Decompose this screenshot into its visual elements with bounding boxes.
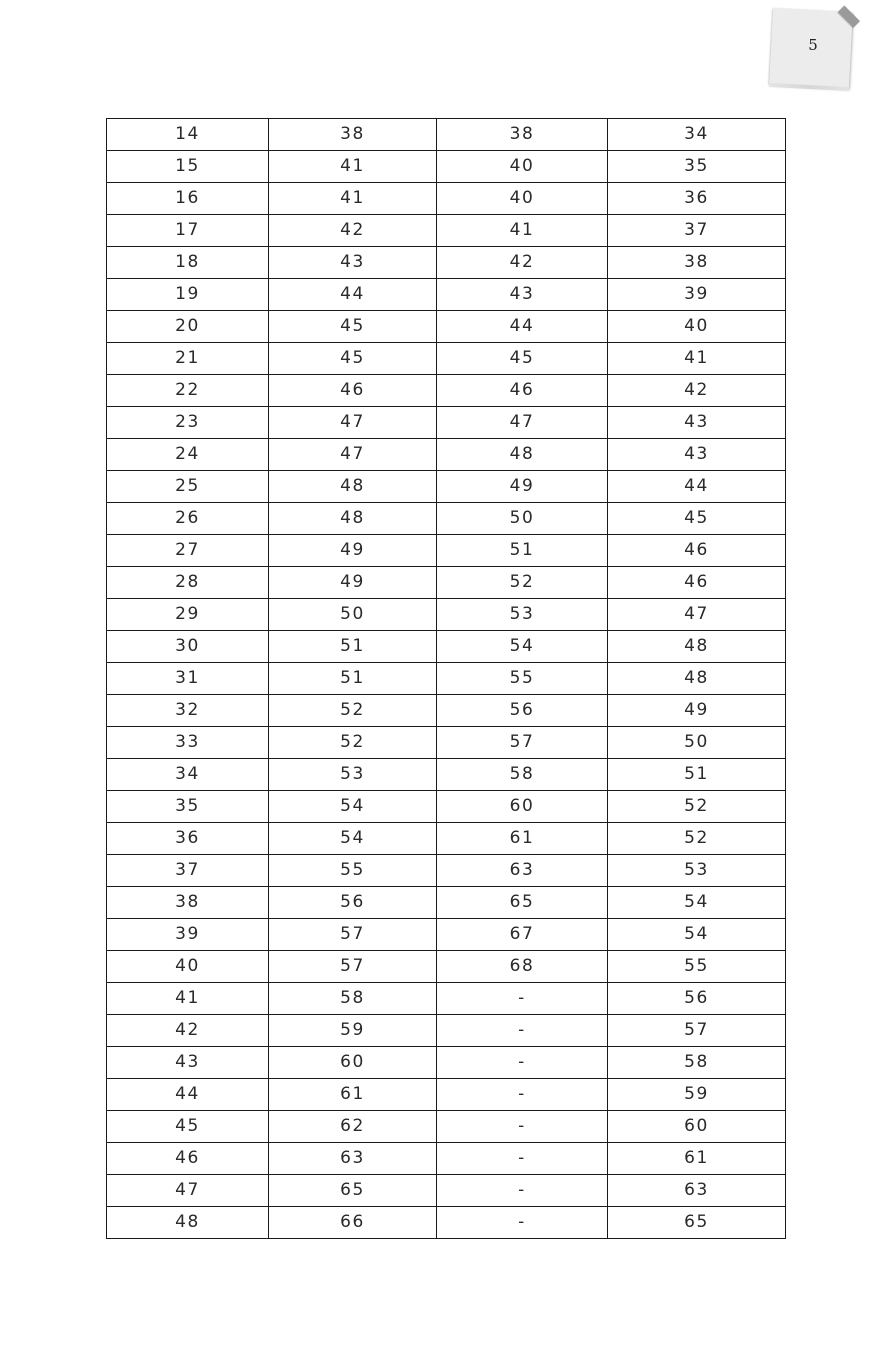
table-row xyxy=(107,759,786,791)
table-cell-col-3: 67 xyxy=(437,919,608,951)
table-cell-col-2: 48 xyxy=(269,503,437,535)
table-cell-col-2: 52 xyxy=(269,695,437,727)
table-cell-col-1: 22 xyxy=(107,375,269,407)
table-cell-col-3: 51 xyxy=(437,535,608,567)
table-row xyxy=(107,727,786,759)
table-cell-col-1: 47 xyxy=(107,1175,269,1207)
table-cell-col-1: 15 xyxy=(107,151,269,183)
table-row xyxy=(107,503,786,535)
page-number: 5 xyxy=(808,36,818,54)
table-cell-col-3: 53 xyxy=(437,599,608,631)
table-cell-col-2: 62 xyxy=(269,1111,437,1143)
table-cell-col-4: 42 xyxy=(608,375,786,407)
table-cell-col-2: 65 xyxy=(269,1175,437,1207)
table-cell-col-2: 66 xyxy=(269,1207,437,1239)
table-cell-col-2: 43 xyxy=(269,247,437,279)
table-cell-col-3: 45 xyxy=(437,343,608,375)
table-cell-col-4: 38 xyxy=(608,247,786,279)
table-cell-col-1: 45 xyxy=(107,1111,269,1143)
table-cell-col-1: 41 xyxy=(107,983,269,1015)
table-row xyxy=(107,279,786,311)
table-row xyxy=(107,343,786,375)
watermark: ​ xyxy=(330,680,345,691)
table-cell-col-1: 24 xyxy=(107,439,269,471)
table-cell-col-3: - xyxy=(437,1111,608,1143)
table-cell-col-3: 46 xyxy=(437,375,608,407)
table-cell-col-2: 51 xyxy=(269,631,437,663)
table-cell-col-2: 57 xyxy=(269,919,437,951)
table-cell-col-4: 48 xyxy=(608,631,786,663)
table-cell-col-4: 41 xyxy=(608,343,786,375)
table-cell-col-4: 39 xyxy=(608,279,786,311)
table-cell-col-4: 44 xyxy=(608,471,786,503)
table-cell-col-2: 42 xyxy=(269,215,437,247)
table-cell-col-4: 34 xyxy=(608,119,786,151)
table-row xyxy=(107,1079,786,1111)
table-cell-col-2: 63 xyxy=(269,1143,437,1175)
table-cell-col-1: 44 xyxy=(107,1079,269,1111)
table-cell-col-3: 41 xyxy=(437,215,608,247)
table-cell-col-4: 61 xyxy=(608,1143,786,1175)
table-cell-col-4: 48 xyxy=(608,663,786,695)
table-cell-col-3: - xyxy=(437,983,608,1015)
table-cell-col-4: 43 xyxy=(608,439,786,471)
table-cell-col-1: 31 xyxy=(107,663,269,695)
table-cell-col-1: 25 xyxy=(107,471,269,503)
table-cell-col-2: 58 xyxy=(269,983,437,1015)
table-cell-col-1: 16 xyxy=(107,183,269,215)
table-cell-col-2: 48 xyxy=(269,471,437,503)
table-cell-col-2: 44 xyxy=(269,279,437,311)
table-cell-col-3: - xyxy=(437,1047,608,1079)
table-cell-col-4: 46 xyxy=(608,535,786,567)
table-cell-col-4: 59 xyxy=(608,1079,786,1111)
table-cell-col-4: 56 xyxy=(608,983,786,1015)
table-cell-col-1: 30 xyxy=(107,631,269,663)
table-row xyxy=(107,407,786,439)
table-row xyxy=(107,535,786,567)
table-cell-col-3: 42 xyxy=(437,247,608,279)
table-cell-col-4: 63 xyxy=(608,1175,786,1207)
table-cell-col-4: 51 xyxy=(608,759,786,791)
table-cell-col-3: 40 xyxy=(437,183,608,215)
table-cell-col-4: 35 xyxy=(608,151,786,183)
table-cell-col-1: 48 xyxy=(107,1207,269,1239)
table-row xyxy=(107,247,786,279)
table-cell-col-3: 50 xyxy=(437,503,608,535)
table-cell-col-2: 61 xyxy=(269,1079,437,1111)
table-row xyxy=(107,887,786,919)
table-cell-col-4: 65 xyxy=(608,1207,786,1239)
table-cell-col-3: 40 xyxy=(437,151,608,183)
table-row xyxy=(107,919,786,951)
table-row xyxy=(107,1143,786,1175)
table-cell-col-1: 35 xyxy=(107,791,269,823)
table-row xyxy=(107,1207,786,1239)
table-cell-col-2: 38 xyxy=(269,119,437,151)
table-cell-col-1: 37 xyxy=(107,855,269,887)
table-cell-col-2: 46 xyxy=(269,375,437,407)
table-row xyxy=(107,695,786,727)
table-cell-col-1: 36 xyxy=(107,823,269,855)
table-cell-col-4: 40 xyxy=(608,311,786,343)
table-cell-col-3: 58 xyxy=(437,759,608,791)
table-cell-col-4: 50 xyxy=(608,727,786,759)
table-cell-col-2: 41 xyxy=(269,183,437,215)
table-row xyxy=(107,663,786,695)
table-cell-col-4: 47 xyxy=(608,599,786,631)
table-cell-col-1: 46 xyxy=(107,1143,269,1175)
table-cell-col-2: 45 xyxy=(269,311,437,343)
table-cell-col-1: 19 xyxy=(107,279,269,311)
score-table xyxy=(106,118,786,1239)
table-cell-col-1: 17 xyxy=(107,215,269,247)
table-cell-col-2: 49 xyxy=(269,567,437,599)
table-cell-col-2: 59 xyxy=(269,1015,437,1047)
table-cell-col-3: 63 xyxy=(437,855,608,887)
table-cell-col-1: 38 xyxy=(107,887,269,919)
table-row xyxy=(107,1111,786,1143)
table-cell-col-1: 23 xyxy=(107,407,269,439)
table-row xyxy=(107,631,786,663)
table-cell-col-2: 53 xyxy=(269,759,437,791)
table-cell-col-1: 18 xyxy=(107,247,269,279)
table-cell-col-3: 65 xyxy=(437,887,608,919)
table-cell-col-3: - xyxy=(437,1175,608,1207)
table-cell-col-4: 52 xyxy=(608,791,786,823)
table-cell-col-1: 20 xyxy=(107,311,269,343)
table-row xyxy=(107,119,786,151)
table-cell-col-3: - xyxy=(437,1015,608,1047)
table-cell-col-1: 34 xyxy=(107,759,269,791)
table-row xyxy=(107,1047,786,1079)
table-cell-col-2: 50 xyxy=(269,599,437,631)
table-cell-col-3: - xyxy=(437,1143,608,1175)
table-cell-col-1: 39 xyxy=(107,919,269,951)
table-cell-col-3: - xyxy=(437,1207,608,1239)
table-row xyxy=(107,855,786,887)
table-cell-col-2: 51 xyxy=(269,663,437,695)
table-row xyxy=(107,151,786,183)
table-row xyxy=(107,567,786,599)
table-cell-col-2: 56 xyxy=(269,887,437,919)
table-cell-col-1: 27 xyxy=(107,535,269,567)
table-cell-col-2: 57 xyxy=(269,951,437,983)
table-cell-col-2: 55 xyxy=(269,855,437,887)
table-cell-col-3: 57 xyxy=(437,727,608,759)
table-cell-col-1: 14 xyxy=(107,119,269,151)
table-cell-col-4: 43 xyxy=(608,407,786,439)
table-cell-col-4: 37 xyxy=(608,215,786,247)
table-cell-col-4: 53 xyxy=(608,855,786,887)
table-cell-col-1: 28 xyxy=(107,567,269,599)
table-row xyxy=(107,439,786,471)
table-cell-col-4: 46 xyxy=(608,567,786,599)
table-row xyxy=(107,471,786,503)
table-row xyxy=(107,375,786,407)
table-cell-col-4: 36 xyxy=(608,183,786,215)
table-row xyxy=(107,215,786,247)
table-row xyxy=(107,311,786,343)
table-cell-col-3: 49 xyxy=(437,471,608,503)
table-cell-col-2: 49 xyxy=(269,535,437,567)
table-cell-col-2: 47 xyxy=(269,407,437,439)
table-row xyxy=(107,1175,786,1207)
table-cell-col-4: 49 xyxy=(608,695,786,727)
table-cell-col-1: 26 xyxy=(107,503,269,535)
table-row xyxy=(107,951,786,983)
table-cell-col-2: 45 xyxy=(269,343,437,375)
table-cell-col-1: 42 xyxy=(107,1015,269,1047)
score-table-body xyxy=(107,119,786,1239)
table-cell-col-3: 68 xyxy=(437,951,608,983)
table-cell-col-3: 38 xyxy=(437,119,608,151)
table-row xyxy=(107,791,786,823)
table-cell-col-4: 60 xyxy=(608,1111,786,1143)
table-cell-col-3: 56 xyxy=(437,695,608,727)
table-cell-col-1: 32 xyxy=(107,695,269,727)
table-cell-col-2: 52 xyxy=(269,727,437,759)
table-cell-col-3: - xyxy=(437,1079,608,1111)
table-cell-col-3: 60 xyxy=(437,791,608,823)
table-cell-col-3: 47 xyxy=(437,407,608,439)
table-cell-col-4: 55 xyxy=(608,951,786,983)
table-row xyxy=(107,1015,786,1047)
table-cell-col-4: 45 xyxy=(608,503,786,535)
table-cell-col-4: 54 xyxy=(608,919,786,951)
table-cell-col-3: 48 xyxy=(437,439,608,471)
table-cell-col-3: 55 xyxy=(437,663,608,695)
table-cell-col-4: 57 xyxy=(608,1015,786,1047)
table-row xyxy=(107,983,786,1015)
table-cell-col-1: 29 xyxy=(107,599,269,631)
table-cell-col-1: 40 xyxy=(107,951,269,983)
table-cell-col-1: 43 xyxy=(107,1047,269,1079)
table-row xyxy=(107,183,786,215)
table-cell-col-4: 54 xyxy=(608,887,786,919)
table-cell-col-3: 44 xyxy=(437,311,608,343)
table-row xyxy=(107,599,786,631)
table-cell-col-1: 33 xyxy=(107,727,269,759)
table-cell-col-3: 61 xyxy=(437,823,608,855)
table-cell-col-2: 60 xyxy=(269,1047,437,1079)
table-cell-col-2: 47 xyxy=(269,439,437,471)
table-cell-col-2: 54 xyxy=(269,823,437,855)
table-cell-col-3: 52 xyxy=(437,567,608,599)
table-cell-col-2: 41 xyxy=(269,151,437,183)
table-cell-col-3: 43 xyxy=(437,279,608,311)
table-cell-col-1: 21 xyxy=(107,343,269,375)
table-cell-col-4: 58 xyxy=(608,1047,786,1079)
table-cell-col-3: 54 xyxy=(437,631,608,663)
table-row xyxy=(107,823,786,855)
table-cell-col-2: 54 xyxy=(269,791,437,823)
table-cell-col-4: 52 xyxy=(608,823,786,855)
